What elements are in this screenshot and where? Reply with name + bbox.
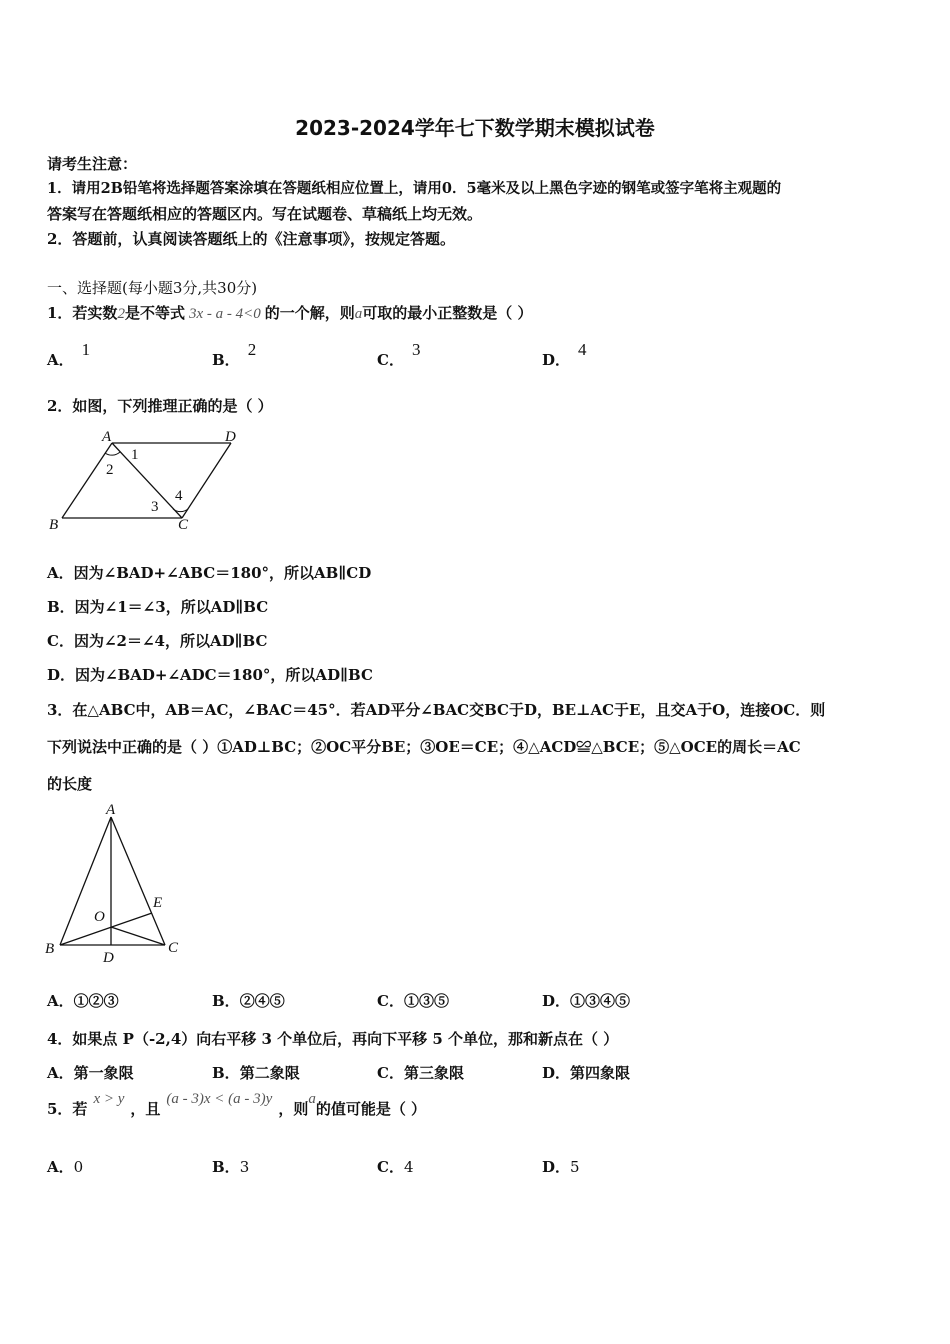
q1-option-d[interactable]	[542, 340, 587, 370]
q5-cond2: (a - 3)x < (a - 3)y	[166, 1091, 273, 1107]
option-label: C．	[377, 1064, 404, 1082]
label-angle-1: 1	[131, 447, 139, 463]
q5-option-b[interactable]	[212, 1156, 249, 1177]
q5-after: ，则	[278, 1100, 309, 1118]
option-label: A．	[47, 351, 74, 369]
q5-cond1: x > y	[93, 1091, 125, 1107]
q5-mid: ，且	[130, 1100, 161, 1118]
q1-suffix: 可取的最小正整数是（ ）	[362, 304, 533, 322]
label-b: B	[45, 941, 55, 957]
segment-oc	[111, 927, 165, 945]
segment-dc	[182, 443, 231, 518]
q1-option-c[interactable]	[377, 340, 421, 370]
option-value: 4	[403, 1158, 414, 1176]
option-label: B．	[212, 351, 240, 369]
option-value: ②④⑤	[239, 992, 285, 1010]
question-3-line1: 3．在△ABC中，AB＝AC，∠BAC＝45°．若AD平分∠BAC交BC于D，BE⊥AC于E，且交A于O，连接OC．则	[47, 701, 826, 719]
q1-mid: 是不等式	[124, 304, 185, 322]
label-b: B	[49, 517, 59, 533]
q4-option-a[interactable]	[47, 1062, 134, 1083]
option-label: B．	[212, 1064, 240, 1082]
q4-option-c[interactable]	[377, 1062, 464, 1083]
option-label: C．	[377, 351, 404, 369]
option-value: 第一象限	[73, 1064, 134, 1082]
q1-var: a	[354, 306, 363, 322]
segment-ac	[112, 443, 182, 518]
option-label: D．	[542, 992, 571, 1010]
q5-prefix: 5．若	[47, 1100, 88, 1118]
label-c: C	[178, 517, 189, 533]
option-label: A．	[47, 1158, 74, 1176]
option-value: ①②③	[73, 992, 119, 1010]
question-5-stem	[47, 1091, 427, 1119]
label-o: O	[94, 909, 105, 925]
q2-parallelogram-figure	[45, 425, 255, 537]
q5-var: a	[308, 1091, 316, 1107]
option-label: D．	[542, 351, 571, 369]
option-value: 1	[81, 340, 91, 359]
option-label: A．	[47, 1064, 74, 1082]
label-e: E	[153, 895, 163, 911]
q3-option-d[interactable]	[542, 990, 630, 1011]
q5-option-a[interactable]	[47, 1156, 83, 1177]
question-3-line3: 的长度	[47, 775, 93, 793]
option-value: 3	[239, 1158, 250, 1176]
label-c: C	[168, 940, 179, 956]
segment-ac	[111, 817, 165, 945]
option-label: A．	[47, 992, 74, 1010]
q1-option-b[interactable]	[212, 340, 257, 370]
q4-option-d[interactable]	[542, 1062, 630, 1083]
q1-after: 的一个解，则	[264, 304, 355, 322]
page-title: 2023-2024学年七下数学期末模拟试卷	[295, 116, 655, 140]
label-angle-3: 3	[151, 499, 159, 515]
segment-ab	[60, 817, 111, 945]
label-a: A	[102, 429, 112, 445]
q1-num: 2	[117, 306, 125, 322]
label-d: D	[103, 950, 114, 966]
question-2-stem: 2．如图，下列推理正确的是（ ）	[47, 397, 273, 415]
q2-option-c[interactable]: C．因为∠2＝∠4，所以AD∥BC	[47, 632, 268, 650]
option-label: C．	[377, 992, 404, 1010]
question-1-stem	[47, 302, 532, 323]
q3-triangle-figure	[40, 800, 200, 970]
notice-line1b: 答案写在答题纸相应的答题区内。写在试题卷、草稿纸上均无效。	[47, 205, 483, 223]
option-label: C．	[377, 1158, 404, 1176]
q3-option-a[interactable]	[47, 990, 119, 1011]
option-label: B．	[212, 992, 240, 1010]
q5-suffix: 的值可能是（ ）	[315, 1100, 427, 1118]
q2-option-d[interactable]: D．因为∠BAD+∠ADC＝180°，所以AD∥BC	[47, 666, 373, 684]
q3-option-b[interactable]	[212, 990, 285, 1011]
q2-option-a[interactable]: A．因为∠BAD+∠ABC＝180°，所以AB∥CD	[47, 564, 372, 582]
segment-be	[60, 913, 152, 945]
label-angle-4: 4	[175, 488, 183, 504]
question-4-stem: 4．如果点 P（-2,4）向右平移 3 个单位后，再向下平移 5 个单位，那和新点在（ ）	[47, 1030, 619, 1048]
option-value: ①③④⑤	[570, 992, 631, 1010]
option-value: 第二象限	[239, 1064, 300, 1082]
option-value: ①③⑤	[403, 992, 449, 1010]
option-label: D．	[542, 1158, 571, 1176]
q5-option-c[interactable]	[377, 1156, 414, 1177]
option-value: 第三象限	[403, 1064, 464, 1082]
label-a: A	[106, 802, 116, 818]
q1-prefix: 1．若实数	[47, 304, 118, 322]
option-value: 5	[570, 1158, 580, 1176]
q1-inequality: 3x - a - 4<0	[188, 306, 261, 322]
q1-option-a[interactable]	[47, 340, 91, 370]
option-label: D．	[542, 1064, 571, 1082]
q5-option-d[interactable]	[542, 1156, 580, 1177]
option-value: 2	[247, 340, 257, 359]
label-d: D	[225, 429, 236, 445]
q3-option-c[interactable]	[377, 990, 449, 1011]
label-angle-2: 2	[106, 462, 114, 478]
question-3-line2: 下列说法中正确的是（ ）①AD⊥BC；②OC平分BE；③OE＝CE；④△ACD≌△BCE；⑤△OCE的周长＝AC	[47, 738, 801, 756]
option-value: 3	[411, 340, 421, 359]
option-value: 第四象限	[570, 1064, 631, 1082]
q2-option-b[interactable]: B．因为∠1＝∠3，所以AD∥BC	[47, 598, 269, 616]
segment-ab	[62, 443, 112, 518]
option-label: B．	[212, 1158, 240, 1176]
option-value: 4	[578, 340, 587, 359]
q4-option-b[interactable]	[212, 1062, 300, 1083]
option-value: 0	[73, 1158, 84, 1176]
notice-heading: 请考生注意：	[47, 155, 138, 173]
notice-line2: 2．答题前，认真阅读答题纸上的《注意事项》，按规定答题。	[47, 230, 455, 248]
angle-arc-a	[105, 452, 120, 455]
section-heading: 一、选择题(每小题3分,共30分)	[47, 279, 258, 297]
notice-line1: 1．请用2B铅笔将选择题答案涂填在答题纸相应位置上，请用0．5毫米及以上黑色字迹的钢笔或签字笔将主观题的	[47, 180, 782, 197]
